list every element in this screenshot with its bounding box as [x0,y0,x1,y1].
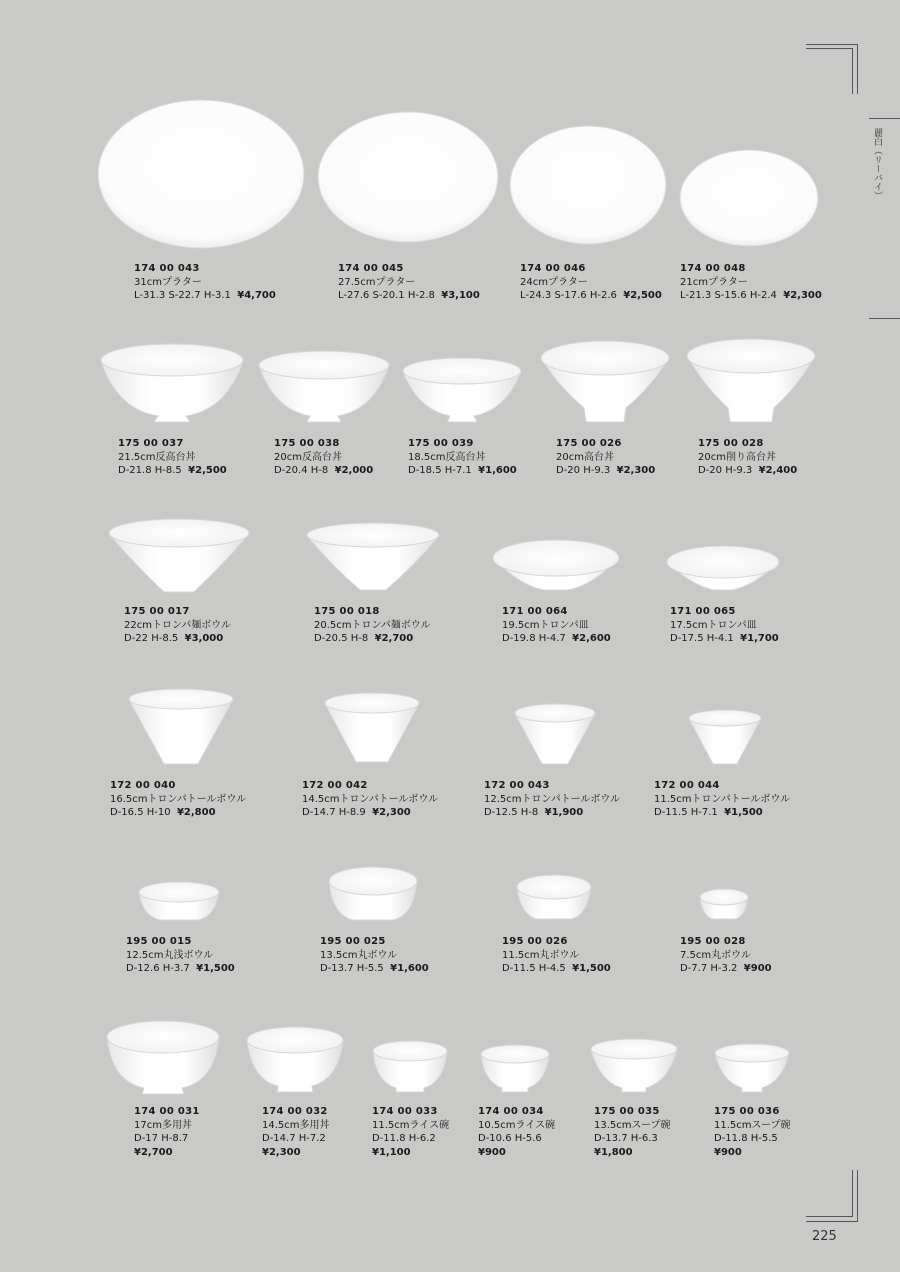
product-code: 172 00 044 [654,780,720,791]
product-172-00-044 [654,779,790,820]
product-price: ¥1,600 [478,465,517,476]
product-name: 21.5cm反高台丼 [118,451,196,463]
product-price: ¥1,900 [544,807,584,818]
product-195-00-015 [126,935,235,976]
product-code: 175 00 037 [118,438,184,449]
product-code: 175 00 028 [698,438,764,449]
product-code: 174 00 032 [262,1106,328,1117]
corner-line-bottom-v2 [852,1170,853,1217]
bowl-175-00-017-image [106,516,252,598]
product-name: 18.5cm反高台丼 [408,451,486,463]
product-174-00-043 [134,262,276,303]
corner-line-top-h1 [806,44,858,45]
side-rule-bottom [869,318,900,319]
product-name: 20.5cmトロンパ麺ボウル [314,619,431,631]
tall-bowl-172-00-043-image [512,702,598,768]
tall-bowl-172-00-040-image [126,686,236,768]
product-175-00-039 [408,437,517,478]
product-price: ¥2,700 [374,633,414,644]
product-name: 17.5cmトロンパ皿 [670,619,757,631]
product-dims: D-11.8 H-5.5 [714,1133,778,1144]
product-dims: D-22 H-8.5 [124,633,179,644]
product-price: ¥2,800 [176,807,216,818]
product-dims: L-24.3 S-17.6 H-2.6 [520,290,617,301]
product-175-00-017 [124,605,231,646]
product-code: 172 00 043 [484,780,550,791]
product-name: 17cm多用丼 [134,1119,192,1131]
product-dims: D-17 H-8.7 [134,1133,189,1144]
product-171-00-065 [670,605,779,646]
product-name: 11.5cmスープ碗 [714,1119,791,1131]
product-price: ¥1,800 [594,1146,633,1158]
product-dims: L-31.3 S-22.7 H-3.1 [134,290,231,301]
product-price: ¥1,600 [390,963,429,974]
product-name: 13.5cm丸ボウル [320,949,398,961]
product-dims: D-12.6 H-3.7 [126,963,190,974]
product-name: 20cm削り高台丼 [698,451,776,463]
page-number: 225 [812,1229,837,1244]
product-175-00-036 [714,1105,791,1159]
product-name: 31cmプラター [134,276,202,288]
product-174-00-034 [478,1105,555,1159]
product-name: 10.5cmライス碗 [478,1119,556,1131]
bowl-175-00-038-image [256,348,392,424]
product-dims: D-13.7 H-6.3 [594,1133,658,1144]
product-dims: D-11.8 H-6.2 [372,1133,436,1144]
product-price: ¥1,500 [572,963,611,974]
bowl-174-00-032-image [244,1024,346,1094]
soup-bowl-175-00-036-image [712,1042,792,1094]
soup-bowl-175-00-035-image [588,1036,680,1094]
corner-line-bottom-h2 [806,1216,853,1217]
product-name: 11.5cmライス碗 [372,1119,450,1131]
product-name: 14.5cm多用丼 [262,1119,330,1131]
product-dims: D-19.8 H-4.7 [502,633,566,644]
product-dims: D-14.7 H-8.9 [302,807,366,818]
bowl-174-00-031-image [104,1018,222,1096]
product-174-00-032 [262,1105,330,1159]
product-dims: D-20.4 H-8 [274,465,329,476]
product-dims: L-27.6 S-20.1 H-2.8 [338,290,435,301]
corner-line-bottom-h1 [806,1221,858,1222]
product-code: 175 00 036 [714,1106,780,1117]
product-174-00-048 [680,262,822,303]
product-dims: D-21.8 H-8.5 [118,465,182,476]
product-dims: D-17.5 H-4.1 [670,633,734,644]
product-price: ¥2,300 [372,807,411,818]
product-code: 175 00 035 [594,1106,660,1117]
corner-line-top-v1 [857,44,858,94]
product-code: 172 00 040 [110,780,176,791]
product-name: 7.5cm丸ボウル [680,949,751,961]
round-bowl-195-00-028-image [698,886,750,922]
product-name: 14.5cmトロンパトールボウル [302,793,439,805]
rice-bowl-174-00-034-image [478,1042,552,1094]
product-dims: D-16.5 H-10 [110,807,171,818]
product-dims: D-13.7 H-5.5 [320,963,384,974]
product-price: ¥2,000 [334,465,374,476]
product-name: 16.5cmトロンパトールボウル [110,793,247,805]
product-name: 27.5cmプラター [338,276,416,288]
round-bowl-195-00-025-image [326,864,420,924]
product-175-00-018 [314,605,431,646]
round-bowl-195-00-015-image [136,878,222,924]
product-172-00-042 [302,779,438,820]
product-name: 11.5cmトロンパトールボウル [654,793,791,805]
product-dims: D-12.5 H-8 [484,807,539,818]
product-price: ¥3,100 [441,290,480,301]
product-price: ¥4,700 [237,290,276,301]
product-name: 12.5cm丸浅ボウル [126,949,214,961]
product-code: 174 00 045 [338,263,404,274]
product-price: ¥2,400 [758,465,798,476]
product-195-00-026 [502,935,611,976]
product-price: ¥1,700 [740,633,779,644]
product-price: ¥2,500 [623,290,662,301]
product-175-00-028 [698,437,797,478]
product-price: ¥3,000 [184,633,224,644]
product-code: 195 00 028 [680,936,746,947]
tall-bowl-172-00-044-image [686,708,764,768]
bowl-175-00-026-image [538,338,672,424]
product-174-00-045 [338,262,480,303]
product-name: 13.5cmスープ碗 [594,1119,671,1131]
product-195-00-025 [320,935,429,976]
product-dims: D-14.7 H-7.2 [262,1133,326,1144]
product-code: 174 00 033 [372,1106,438,1117]
plate-171-00-065-image [664,540,782,594]
corner-line-bottom-v1 [857,1170,858,1222]
product-price: ¥2,500 [188,465,227,476]
product-174-00-031 [134,1105,200,1159]
corner-line-top-v2 [852,48,853,94]
product-name: 22cmトロンパ麺ボウル [124,619,231,631]
platter-31cm-image [96,98,306,250]
product-code: 174 00 046 [520,263,586,274]
product-price: ¥1,500 [196,963,235,974]
product-dims: D-20 H-9.3 [698,465,753,476]
product-175-00-035 [594,1105,671,1159]
product-name: 19.5cmトロンパ皿 [502,619,589,631]
product-code: 175 00 026 [556,438,622,449]
product-code: 195 00 015 [126,936,192,947]
product-price: ¥2,300 [783,290,822,301]
platter-24cm-image [508,124,668,246]
product-price: ¥2,300 [262,1146,301,1158]
product-175-00-026 [556,437,655,478]
round-bowl-195-00-026-image [514,872,594,922]
product-dims: D-20 H-9.3 [556,465,611,476]
product-174-00-046 [520,262,662,303]
product-175-00-037 [118,437,227,478]
product-price: ¥900 [714,1146,742,1158]
product-name: 24cmプラター [520,276,588,288]
product-dims: D-11.5 H-4.5 [502,963,566,974]
bowl-175-00-018-image [304,520,442,596]
bowl-175-00-037-image [98,340,246,424]
tall-bowl-172-00-042-image [322,690,422,766]
product-code: 171 00 064 [502,606,568,617]
product-price: ¥2,300 [616,465,656,476]
product-code: 174 00 031 [134,1106,200,1117]
product-price: ¥2,600 [572,633,611,644]
product-code: 175 00 039 [408,438,474,449]
product-174-00-033 [372,1105,449,1159]
product-195-00-028 [680,935,772,976]
product-dims: D-10.6 H-5.6 [478,1133,542,1144]
product-code: 175 00 038 [274,438,340,449]
product-name: 20cm高台丼 [556,451,614,463]
product-code: 195 00 026 [502,936,568,947]
product-dims: D-18.5 H-7.1 [408,465,472,476]
product-dims: D-7.7 H-3.2 [680,963,738,974]
rice-bowl-174-00-033-image [370,1038,450,1094]
plate-171-00-064-image [490,534,622,594]
product-code: 174 00 048 [680,263,746,274]
product-code: 174 00 034 [478,1106,544,1117]
corner-line-top-h2 [806,48,853,49]
product-code: 172 00 042 [302,780,368,791]
product-code: 175 00 017 [124,606,190,617]
product-price: ¥1,500 [724,807,763,818]
product-171-00-064 [502,605,611,646]
product-name: 11.5cm丸ボウル [502,949,580,961]
bowl-175-00-039-image [400,354,524,424]
series-side-label: 麗白（リーバイ） [872,128,882,200]
product-172-00-040 [110,779,246,820]
product-price: ¥1,100 [372,1146,411,1158]
product-name: 20cm反高台丼 [274,451,342,463]
product-dims: L-21.3 S-15.6 H-2.4 [680,290,777,301]
product-175-00-038 [274,437,373,478]
product-172-00-043 [484,779,620,820]
product-name: 12.5cmトロンパトールボウル [484,793,621,805]
product-code: 174 00 043 [134,263,200,274]
bowl-175-00-028-image [684,336,818,424]
product-dims: D-11.5 H-7.1 [654,807,718,818]
product-code: 195 00 025 [320,936,386,947]
product-code: 175 00 018 [314,606,380,617]
product-code: 171 00 065 [670,606,736,617]
side-rule-top [869,118,900,119]
platter-21cm-image [678,148,820,248]
product-price: ¥900 [478,1146,506,1158]
product-name: 21cmプラター [680,276,748,288]
product-price: ¥2,700 [134,1146,173,1158]
product-price: ¥900 [743,963,772,974]
product-dims: D-20.5 H-8 [314,633,369,644]
platter-27-5cm-image [316,110,500,244]
